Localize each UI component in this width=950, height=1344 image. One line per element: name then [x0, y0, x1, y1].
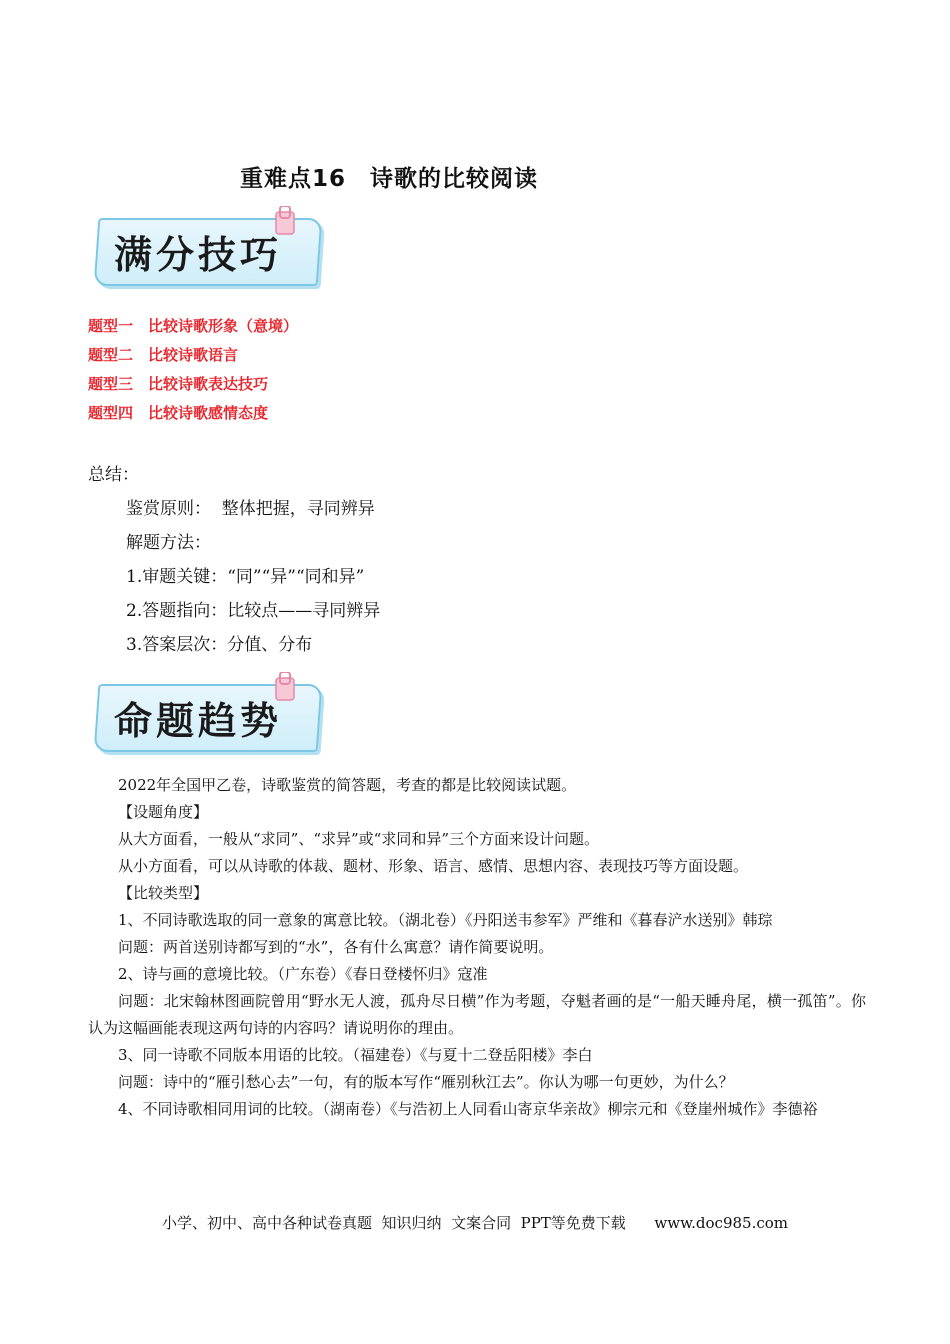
summary-method-item: 2.答题指向：比较点——寻同辨异	[126, 601, 381, 621]
section-banner-skills	[90, 208, 322, 288]
body-paragraph: 【比较类型】	[118, 884, 209, 902]
body-paragraph: 4、不同诗歌相同用词的比较。（湖南卷）《与浩初上人同看山寄京华亲故》柳宗元和《登崖州城作》李德裕	[118, 1100, 818, 1118]
banner-label: 命题趋势	[114, 699, 283, 743]
body-paragraph: 问题：诗中的“雁引愁心去”一句，有的版本写作“雁别秋江去”。你认为哪一句更妙，为什么？	[118, 1073, 734, 1091]
question-type-list	[88, 315, 298, 431]
question-type-item: 题型一 比较诗歌形象（意境）	[88, 317, 299, 335]
page-title: 重难点16 诗歌的比较阅读	[240, 166, 539, 192]
body-paragraph: 【设题角度】	[118, 803, 209, 821]
section-banner-trends	[90, 674, 322, 754]
body-paragraph: 2、诗与画的意境比较。（广东卷）《春日登楼怀归》寇准	[118, 965, 488, 983]
trend-body	[88, 772, 866, 1123]
summary-method-heading: 解题方法：	[126, 533, 211, 553]
summary-method-item: 3.答案层次：分值、分布	[126, 635, 313, 655]
banner-label: 满分技巧	[114, 233, 283, 277]
body-paragraph: 问题：北宋翰林图画院曾用“野水无人渡，孤舟尽日横”作为考题，夺魁者画的是“一船天睡舟尾，横一孤笛”。你认为这幅画能表现这两句诗的内容吗？请说明你的理由。	[88, 992, 866, 1037]
body-paragraph: 问题：两首送别诗都写到的“水”，各有什么寓意？请作简要说明。	[118, 938, 554, 956]
body-paragraph: 2022年全国甲乙卷，诗歌鉴赏的简答题，考查的都是比较阅读试题。	[118, 776, 577, 794]
question-type-item: 题型三 比较诗歌表达技巧	[88, 375, 269, 393]
question-type-item: 题型四 比较诗歌感情态度	[88, 404, 269, 422]
summary-block	[88, 460, 380, 664]
body-paragraph: 3、同一诗歌不同版本用语的比较。（福建卷）《与夏十二登岳阳楼》李白	[118, 1046, 593, 1064]
summary-method-item: 1.审题关键：“同”“异”“同和异”	[126, 567, 365, 587]
page-footer: 小学、初中、高中各种试卷真题 知识归纳 文案合同 PPT等免费下载 www.doc985.com	[162, 1214, 789, 1232]
body-paragraph: 从大方面看，一般从“求同”、“求异”或“求同和异”三个方面来设计问题。	[118, 830, 600, 848]
summary-heading: 总结：	[88, 465, 139, 485]
question-type-item: 题型二 比较诗歌语言	[88, 346, 239, 364]
body-paragraph: 1、不同诗歌选取的同一意象的寓意比较。（湖北卷）《丹阳送韦参军》严维和《暮春浐水送别》韩琮	[118, 911, 773, 929]
summary-principle: 鉴赏原则： 整体把握，寻同辨异	[126, 499, 375, 519]
body-paragraph: 从小方面看，可以从诗歌的体裁、题材、形象、语言、感情、思想内容、表现技巧等方面设题。	[118, 857, 749, 875]
